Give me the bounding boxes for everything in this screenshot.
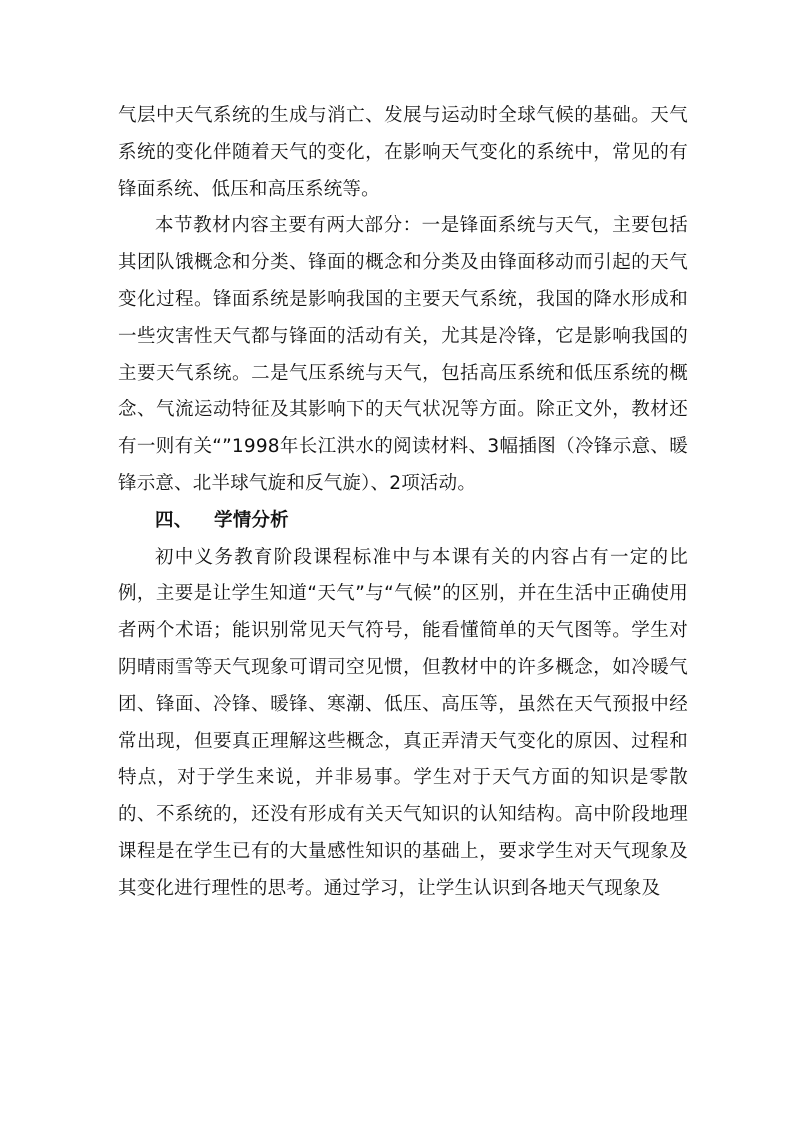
paragraph-student-analysis: 初中义务教育阶段课程标准中与本课有关的内容占有一定的比例，主要是让学生知道“天气”与“气候”的区别，并在生活中正确使用者两个术语；能识别常见天气符号，能看懂简单的天气图等。学生对阴晴雨雪等天气现象可谓司空见惯，但教材中的许多概念，如冷暖气团、锋面、冷锋、暖锋、寒潮、低压、高压等，虽然在天气预报中经常出现，但要真正理解这些概念，真正弄清天气变化的原因、过程和特点，对于学生来说，并非易事。学生对于天气方面的知识是零散的、不系统的，还没有形成有关天气知识的认知结构。高中阶段地理课程是在学生已有的大量感性知识的基础上，要求学生对天气现象及其变化进行理性的思考。通过学习，让学生认识到各地天气现象及 <box>118 546 688 899</box>
document-body <box>118 98 688 908</box>
section-title: 学情分析 <box>214 509 289 531</box>
section-heading <box>118 503 688 540</box>
paragraph-textbook-content: 本节教材内容主要有两大部分：一是锋面系统与天气，主要包括其团队饿概念和分类、锋面的概念和分类及由锋面移动而引起的天气变化过程。锋面系统是影响我国的主要天气系统，我国的降水形成和一些灾害性天气都与锋面的活动有关，尤其是冷锋，它是影响我国的主要天气系统。二是气压系统与天气，包括高压系统和低压系统的概念、气流运动特征及其影响下的天气状况等方面。除正文外，教材还有一则有关“”1998年长江洪水的阅读材料、3幅插图（冷锋示意、暖锋示意、北半球气旋和反气旋）、2项活动。 <box>118 215 688 494</box>
section-number: 四、 <box>155 509 193 531</box>
paragraph-continuation: 气层中天气系统的生成与消亡、发展与运动时全球气候的基础。天气系统的变化伴随着天气的变化，在影响天气变化的系统中，常见的有锋面系统、低压和高压系统等。 <box>118 105 688 200</box>
